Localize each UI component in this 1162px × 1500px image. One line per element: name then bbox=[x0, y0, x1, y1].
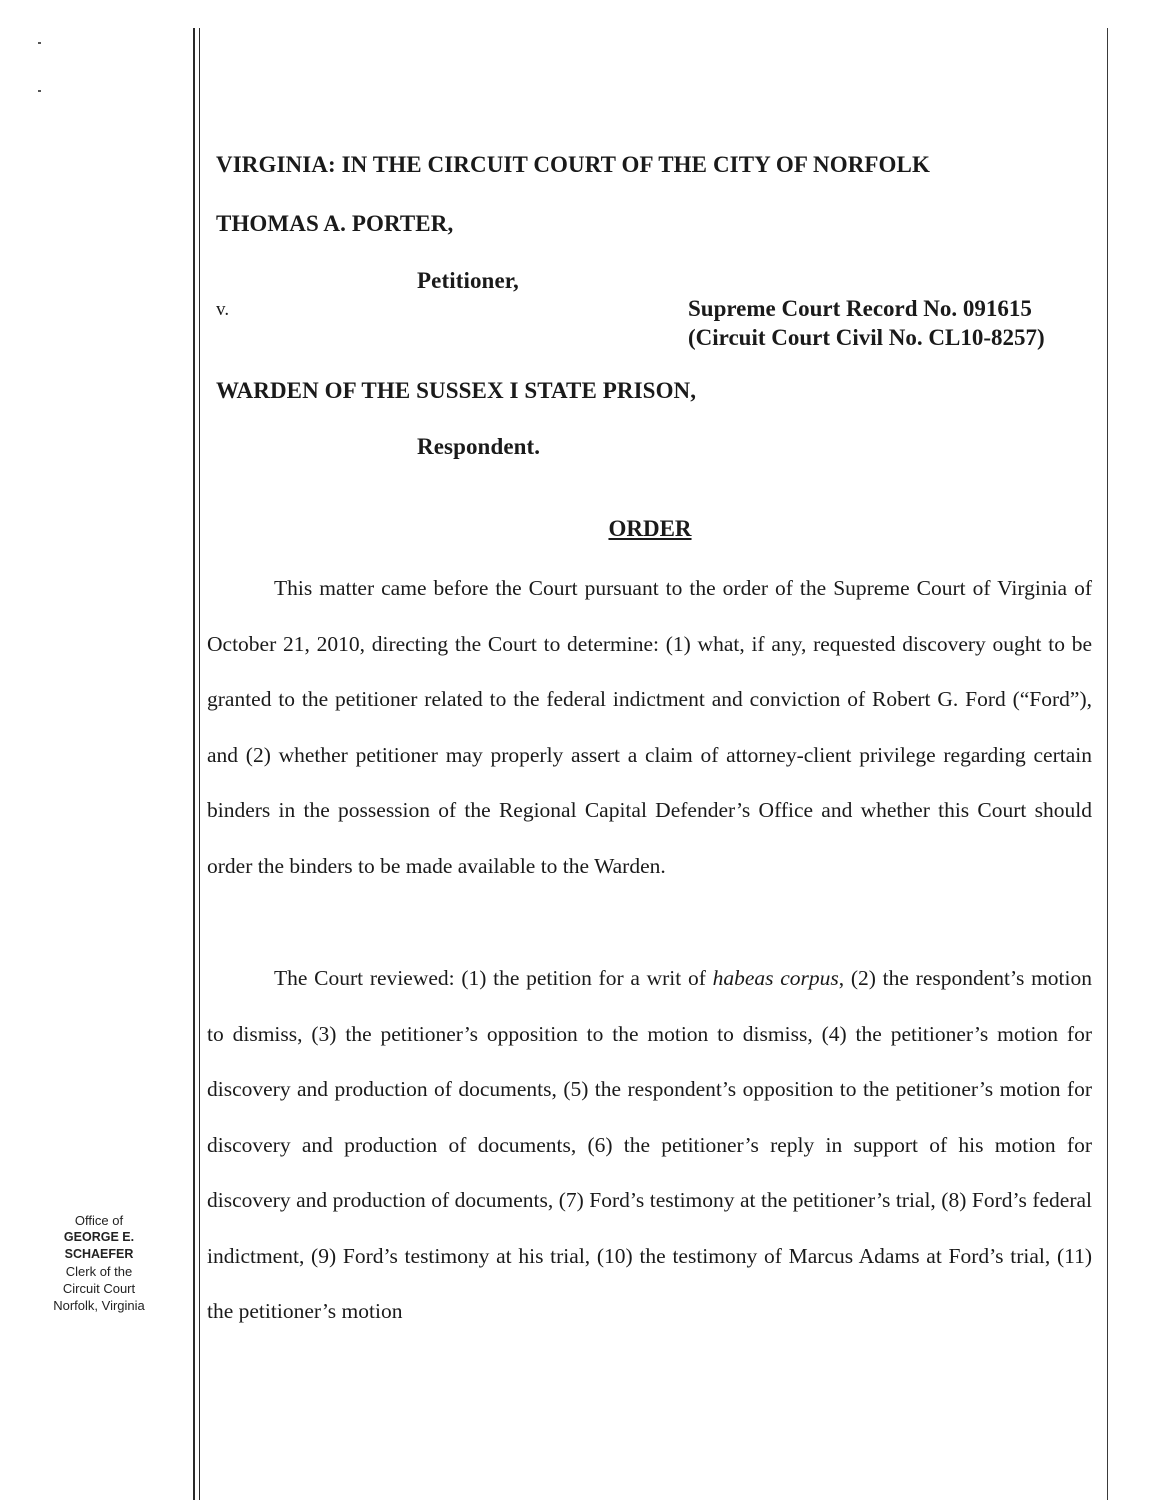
court-heading: VIRGINIA: IN THE CIRCUIT COURT OF THE CITY OF NORFOLK bbox=[216, 152, 930, 177]
clerk-office-stamp bbox=[30, 1212, 168, 1314]
versus-label: v. bbox=[216, 299, 230, 320]
clerk-location: Norfolk, Virginia bbox=[53, 1298, 145, 1313]
circuit-court-civil-no: (Circuit Court Civil No. CL10-8257) bbox=[688, 325, 1045, 350]
order-paragraph-2 bbox=[207, 951, 1092, 1340]
petitioner-role: Petitioner, bbox=[417, 268, 519, 293]
order-paragraph-1 bbox=[207, 561, 1092, 894]
clerk-court: Circuit Court bbox=[62, 1281, 136, 1296]
clerk-name: GEORGE E. SCHAEFER bbox=[63, 1230, 135, 1261]
respondent-name: WARDEN OF THE SUSSEX I STATE PRISON, bbox=[216, 378, 697, 403]
paragraph-2-text bbox=[207, 951, 1092, 1340]
respondent-role: Respondent. bbox=[417, 434, 541, 459]
scan-speck bbox=[38, 42, 41, 44]
paragraph-2-rest: , (2) the respondent’s motion to dismiss, (3) the petitioner’s opposition to the motion to dismiss, (4) the petitioner’s motion for discovery and production of documents, (5) the respondent’s opposition to the petitioner’s motion for discovery and production of documents, (6) the petitioner’s reply in support of his motion for discovery and production of documents, (7) Ford’s testimony at the petitioner’s trial, (8) Ford’s federal indictment, (9) Ford’s testimony at his trial, (10) the testimony of Marcus Adams at Ford’s trial, (11) the petitioner’s motion bbox=[207, 966, 1092, 1323]
scan-speck bbox=[38, 90, 41, 92]
petitioner-name: THOMAS A. PORTER, bbox=[216, 211, 454, 236]
record-numbers bbox=[688, 294, 1045, 352]
left-margin-rule bbox=[193, 28, 195, 1500]
left-margin-rule-inner bbox=[199, 28, 200, 1500]
paragraph-2-lead: The Court reviewed: (1) the petition for a writ of bbox=[274, 966, 713, 990]
right-margin-rule bbox=[1107, 28, 1108, 1500]
order-title: ORDER bbox=[608, 516, 692, 541]
clerk-office-label: Office of bbox=[74, 1213, 124, 1228]
habeas-corpus-term: habeas corpus bbox=[712, 966, 839, 990]
clerk-title: Clerk of the bbox=[65, 1264, 133, 1279]
paragraph-1-text: This matter came before the Court pursuant to the order of the Supreme Court of Virginia of October 21, 2010, directing the Court to determine: (1) what, if any, requested discovery ought to be granted to the petitioner related to the federal indictment and conviction of Robert G. Ford (“Ford”), and (2) whether petitioner may properly assert a claim of attorney-client privilege regarding certain binders in the possession of the Regional Capital Defender’s Office and whether this Court should order the binders to be made available to the Warden. bbox=[207, 576, 1092, 878]
supreme-court-record-no: Supreme Court Record No. 091615 bbox=[688, 296, 1032, 321]
